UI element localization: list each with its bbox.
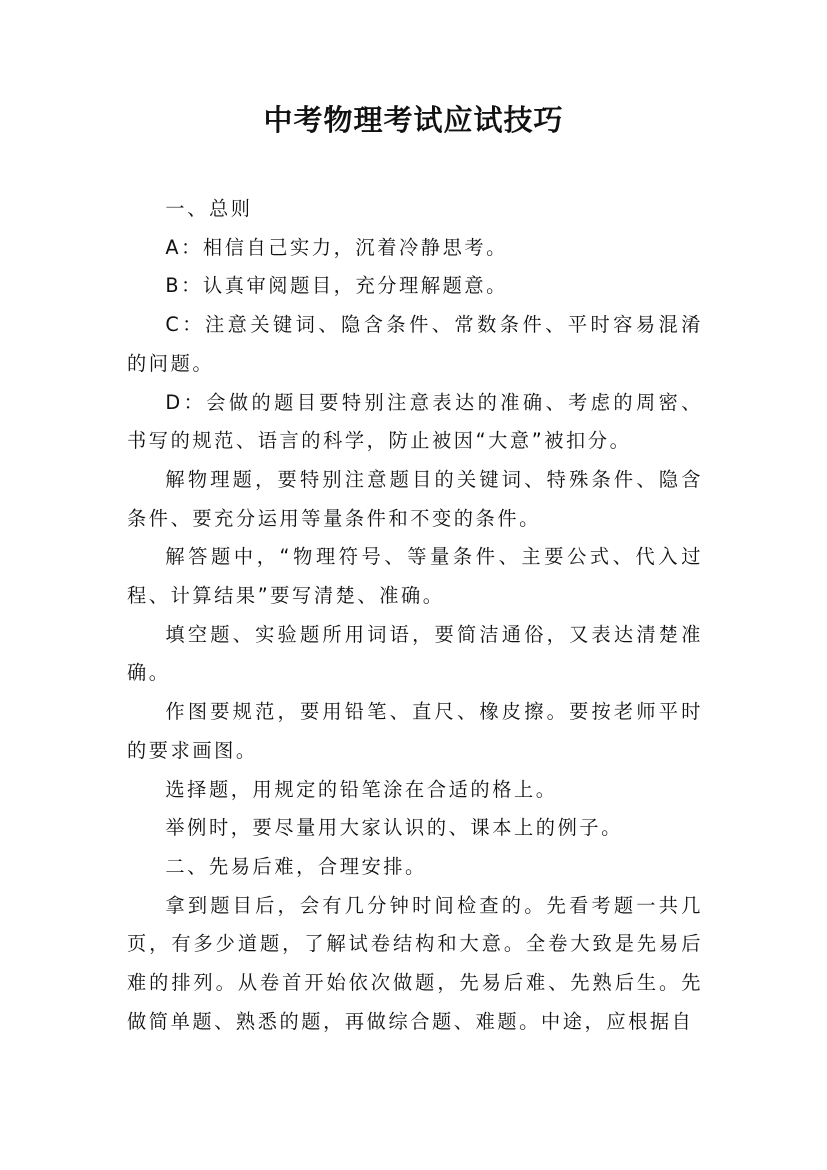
paragraph: 举例时，要尽量用大家认识的、课本上的例子。 xyxy=(165,816,623,840)
paragraph: 拿到题目后，会有几分钟时间检查的。先看考题一共几页，有多少道题，了解试卷结构和大意。全卷大致是先易后难的排列。从卷首开始依次做题，先易后难、先熟后生。先做简单题、熟悉的题，再做综合题、难题。中途，应根据自 xyxy=(127,893,703,1033)
section-heading: 一、总则 xyxy=(165,197,253,220)
paragraph: 解答题中，“物理符号、等量条件、主要公式、代入过程、计算结果”要写清楚、准确。 xyxy=(127,545,703,608)
paragraph: 选择题，用规定的铅笔涂在合适的格上。 xyxy=(165,777,558,801)
paragraph: 作图要规范，要用铅笔、直尺、橡皮擦。要按老师平时的要求画图。 xyxy=(127,700,703,762)
document-title: 中考物理考试应试技巧 xyxy=(263,103,564,137)
paragraph: D：会做的题目要特别注意表达的准确、考虑的周密、书写的规范、语言的科学，防止被因“大意”被扣分。 xyxy=(127,390,703,453)
paragraph: 填空题、实验题所用词语，要简洁通俗，又表达清楚准确。 xyxy=(127,622,703,685)
section-heading: 二、先易后难，合理安排。 xyxy=(165,854,427,878)
document-body xyxy=(127,190,703,1041)
paragraph: 解物理题，要特别注意题目的关键词、特殊条件、隐含条件、要充分运用等量条件和不变的条件。 xyxy=(127,467,703,530)
paragraph: B：认真审阅题目，充分理解题意。 xyxy=(165,274,508,298)
paragraph: A：相信自己实力，沉着冷静思考。 xyxy=(165,235,508,259)
paragraph: C：注意关键词、隐含条件、常数条件、平时容易混淆的问题。 xyxy=(127,313,703,375)
